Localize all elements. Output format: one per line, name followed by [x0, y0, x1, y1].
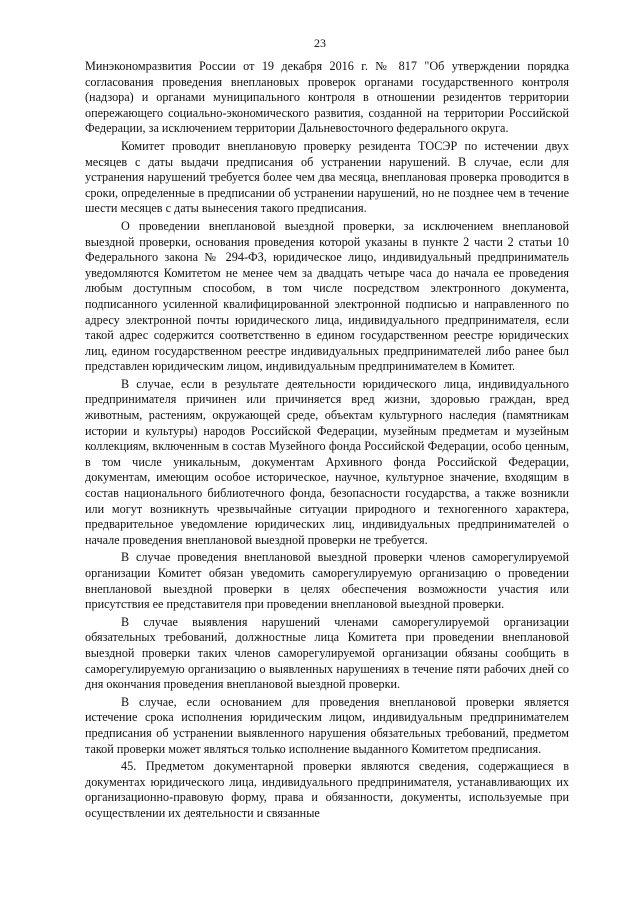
- paragraph-clause-45: 45. Предметом документарной проверки являются сведения, содержащиеся в документах юридического лица, индивидуального предпринимателя, устанавливающих их организационно-правовую форму, права и обязанности, документы, используемые при осуществлении их деятельности и связанные: [85, 759, 569, 820]
- paragraph: В случае, если в результате деятельности юридического лица, индивидуального предпринимателя причинен или причиняется вред жизни, здоровью граждан, вред животным, растениям, окружающей среде, объектам культурного наследия (памятникам истории и культуры) народов Российской Федерации, музейным предметам и музейным коллекциям, включенным в состав Музейного фонда Российской Федерации, особо ценным, в том числе уникальным, документам Архивного фонда Российской Федерации, документам, имеющим особое историческое, научное, культурное значение, входящим в состав национального библиотечного фонда, безопасности государства, а также возникли или могут возникнуть чрезвычайные ситуации природного и техногенного характера, предварительное уведомление юридических лиц, индивидуальных предпринимателей о начале проведения внеплановой выездной проверки не требуется.: [85, 376, 569, 547]
- paragraph: О проведении внеплановой выездной проверки, за исключением внеплановой выездной проверки, основания проведения которой указаны в пункте 2 части 2 статьи 10 Федерального закона № 294-ФЗ, юридическое лицо, индивидуальный предприниматель уведомляются Комитетом не менее чем за двадцать четыре часа до начала ее проведения любым доступным способом, в том числе посредством электронного документа, подписанного усиленной квалифицированной электронной подписью и направленного по адресу электронной почты юридического лица, индивидуального предпринимателя, если такой адрес содержится соответственно в едином государственном реестре юридических лиц, едином государственном реестре индивидуальных предпринимателей либо ранее был представлен юридическим лицом, индивидуальным предпринимателем в Комитет.: [85, 218, 569, 374]
- paragraph: В случае, если основанием для проведения внеплановой проверки является истечение срока исполнения юридическим лицом, индивидуальным предпринимателем предписания об устранении выявленного нарушения обязательных требований, предметом такой проверки может являться только исполнение выданного Комитетом предписания.: [85, 694, 569, 756]
- page-number: 23: [314, 36, 326, 50]
- document-body: [85, 59, 569, 824]
- paragraph: В случае проведения внеплановой выездной проверки членов саморегулируемой организации Комитет обязан уведомить саморегулируемую организацию о проведении внеплановой выездной проверки в целях обеспечения возможности участия или присутствия ее представителя при проведении внеплановой выездной проверки.: [85, 550, 569, 612]
- paragraph: В случае выявления нарушений членами саморегулируемой организации обязательных требований, должностные лица Комитета при проведении внеплановой выездной проверки таких членов саморегулируемой организации обязаны сообщить в саморегулируемую организацию о выявленных нарушениях в течение пяти рабочих дней со дня окончания проведения внеплановой выездной проверки.: [85, 614, 569, 692]
- paragraph-continuation: Минэкономразвития России от 19 декабря 2016 г. № 817 "Об утверждении порядка согласования проведения внеплановых проверок органами государственного контроля (надзора) и органами муниципального контроля в отношении резидентов территории опережающего социально-экономического развития, созданной на территории Российской Федерации, за исключением территории Дальневосточного федерального округа.: [85, 59, 569, 136]
- paragraph: Комитет проводит внеплановую проверку резидента ТОСЭР по истечении двух месяцев с даты выдачи предписания об устранении нарушений. В случае, если для устранения нарушений требуется более чем два месяца, внеплановая проверка проводится в сроки, определенные в предписании об устранении нарушений, но не позднее чем в течение шести месяцев с даты вынесения такого предписания.: [85, 138, 569, 216]
